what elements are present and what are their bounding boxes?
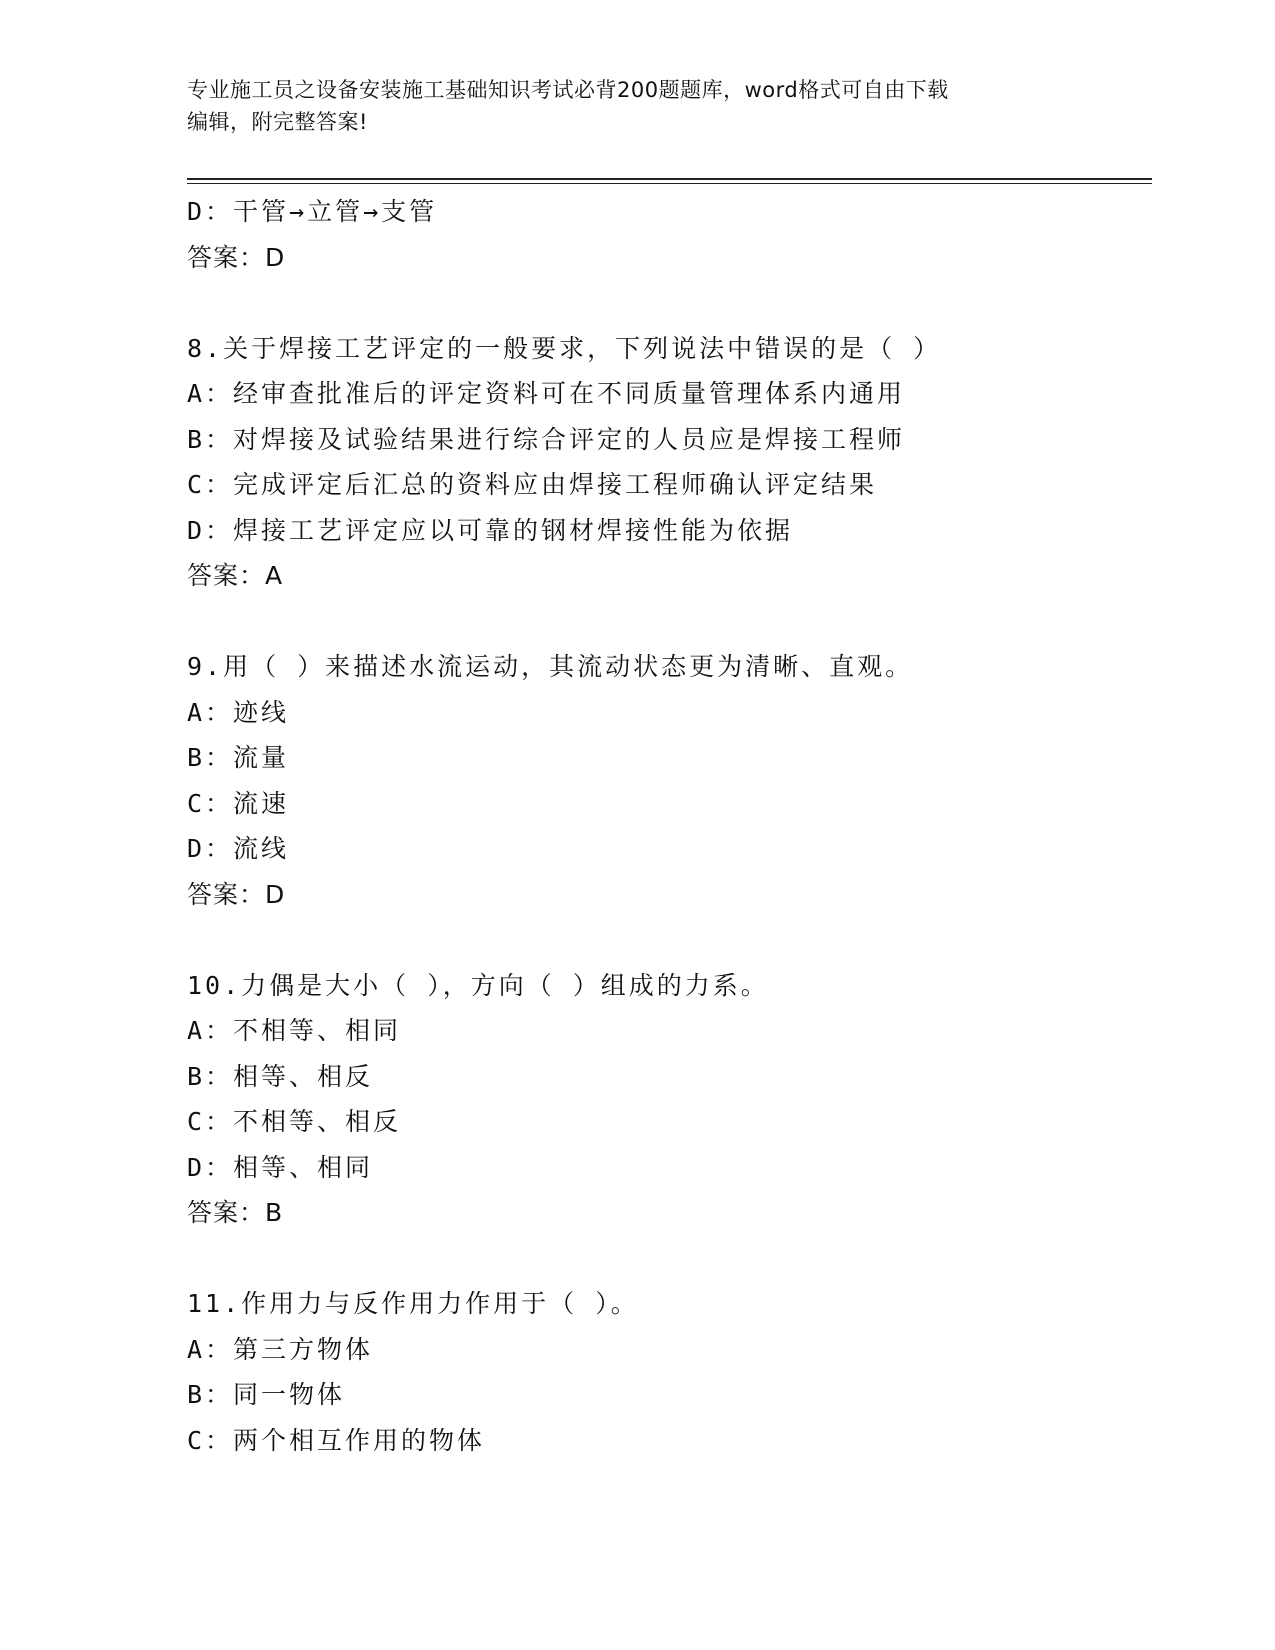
answer-option: B：对焊接及试验结果进行综合评定的人员应是焊接工程师 bbox=[187, 424, 906, 454]
spacer bbox=[187, 280, 1152, 326]
question-list bbox=[187, 189, 1152, 1463]
answer-option: A：经审查批准后的评定资料可在不同质量管理体系内通用 bbox=[187, 379, 906, 408]
answer-option: C：两个相互作用的物体 bbox=[187, 1425, 486, 1455]
spacer bbox=[187, 917, 1152, 963]
answer-option: D：流线 bbox=[187, 834, 290, 863]
answer-option: D：相等、相同 bbox=[187, 1152, 374, 1182]
answer-line: 答案：D bbox=[187, 879, 286, 909]
answer-option: B：相等、相反 bbox=[187, 1061, 374, 1091]
answer-option: A：迹线 bbox=[187, 697, 290, 727]
header-title-line-2: 编辑，附完整答案! bbox=[187, 110, 368, 134]
question-stem: 11.作用力与反作用力作用于（ ）。 bbox=[187, 1289, 639, 1318]
answer-option: C：流速 bbox=[187, 788, 290, 818]
question-stem: 8.关于焊接工艺评定的一般要求，下列说法中错误的是（ ） bbox=[187, 333, 942, 363]
question-stem: 9.用（ ）来描述水流运动，其流动状态更为清晰、直观。 bbox=[187, 652, 914, 681]
answer-option: D：干管→立管→支管 bbox=[187, 197, 438, 226]
answer-option: B：流量 bbox=[187, 743, 290, 772]
header-divider-thick bbox=[187, 178, 1152, 180]
answer-option: C：完成评定后汇总的资料应由焊接工程师确认评定结果 bbox=[187, 470, 878, 499]
answer-option: C：不相等、相反 bbox=[187, 1107, 402, 1136]
spacer bbox=[187, 599, 1152, 645]
answer-line: 答案：B bbox=[187, 1198, 284, 1227]
answer-line: 答案：D bbox=[187, 242, 286, 272]
answer-line: 答案：A bbox=[187, 561, 284, 590]
document-header bbox=[187, 74, 1067, 138]
answer-option: B：同一物体 bbox=[187, 1380, 346, 1409]
header-title-line-1: 专业施工员之设备安装施工基础知识考试必背200题题库，word格式可自由下载 bbox=[187, 78, 949, 102]
question-stem: 10.力偶是大小（ ），方向（ ）组成的力系。 bbox=[187, 970, 769, 1000]
spacer bbox=[187, 1236, 1152, 1282]
answer-option: A：第三方物体 bbox=[187, 1334, 374, 1364]
answer-option: D：焊接工艺评定应以可靠的钢材焊接性能为依据 bbox=[187, 515, 794, 545]
header-divider-thin bbox=[187, 183, 1152, 184]
answer-option: A：不相等、相同 bbox=[187, 1016, 402, 1045]
